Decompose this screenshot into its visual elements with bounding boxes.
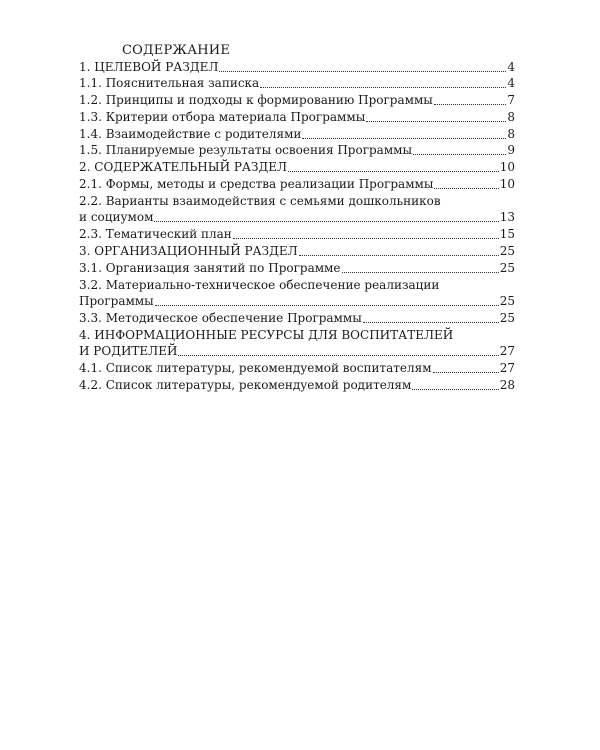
toc-leader-dots: [302, 137, 506, 139]
toc-page-number: 25: [499, 244, 515, 258]
toc-leader-dots: [412, 388, 498, 390]
toc-leader-dots: [433, 371, 499, 373]
toc-leader-dots: [434, 103, 507, 105]
toc-entry-1-4[interactable]: [79, 126, 515, 142]
toc-entry-label: И РОДИТЕЛЕЙ: [79, 344, 178, 358]
toc-entry-label: 1. ЦЕЛЕВОЙ РАЗДЕЛ: [79, 60, 219, 74]
toc-entry-1[interactable]: [79, 59, 515, 75]
toc-page-number: 27: [499, 344, 515, 358]
toc-page-number: 8: [507, 110, 515, 124]
toc-page-number: 15: [499, 227, 515, 241]
toc-entry-1-3[interactable]: [79, 109, 515, 125]
toc-entry-label: 1.3. Критерии отбора материала Программы: [79, 110, 366, 124]
toc-entry-1-2[interactable]: [79, 92, 515, 108]
toc-page-number: 25: [499, 294, 515, 308]
toc-leader-dots: [233, 237, 499, 239]
toc-page-number: 25: [499, 311, 515, 325]
toc-entry-label: 1.2. Принципы и подходы к формированию Программы: [79, 93, 433, 107]
toc-entry-1-1[interactable]: [79, 75, 515, 91]
toc-entry-label: 3.1. Организация занятий по Программе: [79, 261, 341, 275]
toc-page-number: 10: [499, 177, 515, 191]
toc-leader-dots: [299, 254, 499, 256]
toc-entry-4-2[interactable]: [79, 377, 515, 393]
toc-leader-dots: [260, 86, 506, 88]
toc-entry-label: 2.1. Формы, методы и средства реализации Программы: [79, 177, 434, 191]
toc-page-number: 7: [507, 93, 515, 107]
toc-leader-dots: [288, 170, 499, 172]
toc-entry-label: 3. ОРГАНИЗАЦИОННЫЙ РАЗДЕЛ: [79, 244, 298, 258]
toc-entry-4-1[interactable]: [79, 360, 515, 376]
toc-entry-4[interactable]: [79, 343, 515, 359]
toc-leader-dots: [434, 187, 498, 189]
toc-entry-label: Программы: [79, 294, 154, 308]
toc-entry-4-first-line[interactable]: 4. ИНФОРМАЦИОННЫЕ РЕСУРСЫ ДЛЯ ВОСПИТАТЕЛЕЙ: [79, 328, 454, 342]
toc-entry-3-1[interactable]: [79, 260, 515, 276]
toc-leader-dots: [178, 354, 498, 356]
toc-entry-label: 2.3. Тематический план: [79, 227, 232, 241]
toc-page-number: 9: [507, 143, 515, 157]
toc-page-number: 10: [499, 160, 515, 174]
toc-entry-label: 1.5. Планируемые результаты освоения Программы: [79, 143, 413, 157]
toc-page-number: 25: [499, 261, 515, 275]
toc-page-number: 13: [499, 210, 515, 224]
toc-leader-dots: [342, 271, 499, 273]
toc-entry-2-3[interactable]: [79, 226, 515, 242]
toc-entry-2[interactable]: [79, 159, 515, 175]
toc-leader-dots: [154, 220, 498, 222]
toc-leader-dots: [413, 153, 506, 155]
toc-page-number: 28: [499, 378, 515, 392]
toc-page-number: 8: [507, 127, 515, 141]
toc-entry-1-5[interactable]: [79, 142, 515, 158]
toc-entry-label: 2. СОДЕРЖАТЕЛЬНЫЙ РАЗДЕЛ: [79, 160, 288, 174]
toc-leader-dots: [219, 70, 506, 72]
toc-page-number: 4: [507, 60, 515, 74]
toc-entry-label: и социумом: [79, 210, 154, 224]
toc-entry-label: 3.3. Методическое обеспечение Программы: [79, 311, 362, 325]
toc-entry-2-1[interactable]: [79, 176, 515, 192]
toc-entry-label: 4.2. Список литературы, рекомендуемой родителям: [79, 378, 412, 392]
toc-entry-label: 1.1. Пояснительная записка: [79, 76, 260, 90]
toc-page-number: 27: [499, 361, 515, 375]
toc-entry-3-2-first-line[interactable]: 3.2. Материально-техническое обеспечение реализации: [79, 278, 440, 292]
toc-entry-2-2[interactable]: [79, 209, 515, 225]
toc-entry-3-3[interactable]: [79, 310, 515, 326]
toc-leader-dots: [366, 120, 506, 122]
toc-entry-label: 1.4. Взаимодействие с родителями: [79, 127, 302, 141]
toc-entry-2-2-first-line[interactable]: 2.2. Варианты взаимодействия с семьями дошкольников: [79, 194, 441, 208]
toc-entry-3-2[interactable]: [79, 293, 515, 309]
toc-entry-3[interactable]: [79, 243, 515, 259]
toc-leader-dots: [155, 304, 499, 306]
toc-leader-dots: [363, 321, 499, 323]
toc-entry-label: 4.1. Список литературы, рекомендуемой воспитателям: [79, 361, 432, 375]
toc-title: СОДЕРЖАНИЕ: [122, 43, 231, 58]
toc-page-number: 4: [507, 76, 515, 90]
